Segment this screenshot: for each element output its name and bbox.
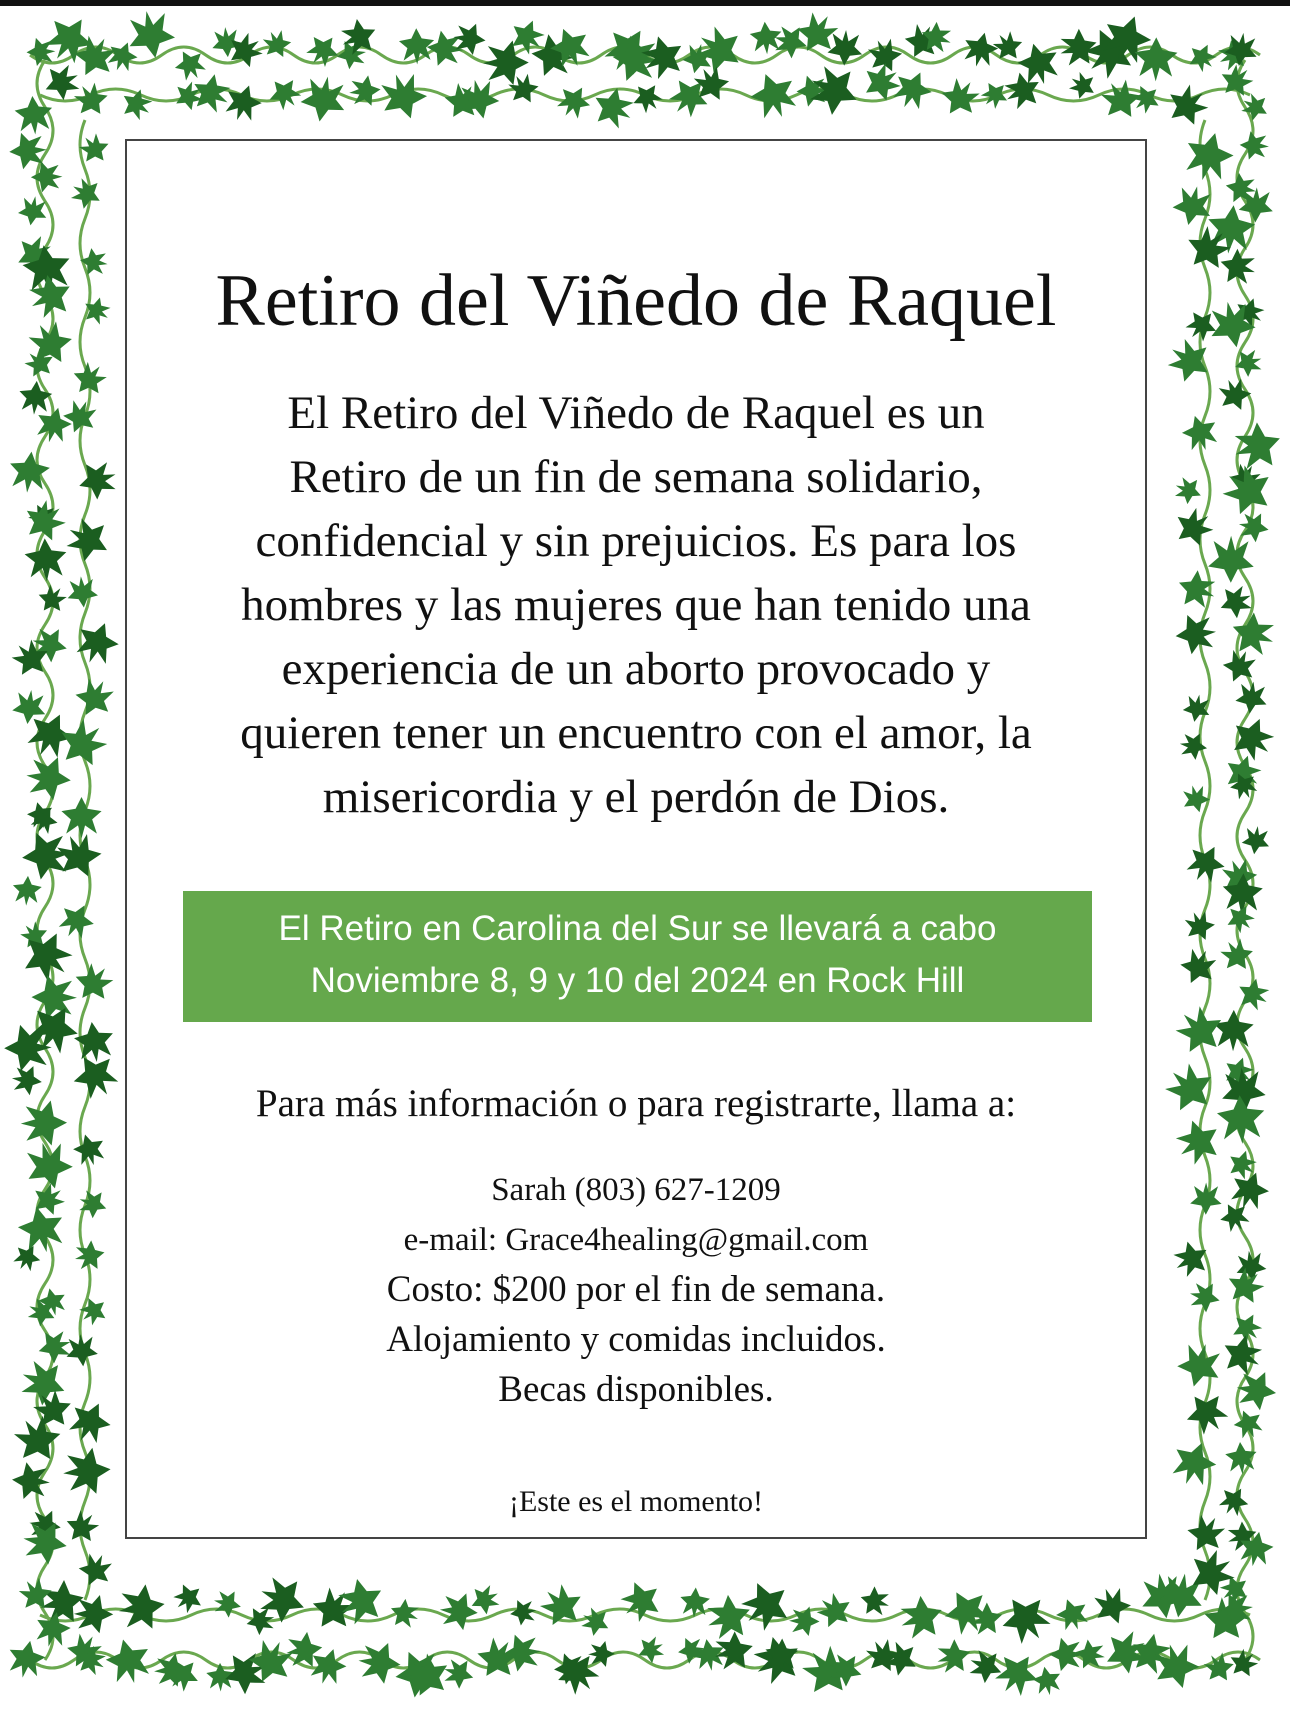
ivy-leaf-icon [70,673,120,724]
ivy-leaf-icon [1187,1279,1223,1315]
ivy-leaf-icon [124,7,178,62]
ivy-leaf-icon [14,1202,68,1257]
contact-block [127,1165,1145,1415]
ivy-leaf-icon [1181,838,1231,888]
ivy-leaf-icon [1173,1338,1226,1392]
ivy-leaf-icon [27,803,62,838]
ivy-leaf-icon [811,1588,858,1635]
description-line: confidencial y sin prejuicios. Es para los [255,515,1017,567]
ivy-leaf-icon [552,80,596,124]
ivy-leaf-icon [977,76,1014,113]
ivy-leaf-icon [1181,304,1223,346]
ivy-leaf-icon [1168,502,1220,554]
ivy-leaf-icon [1215,1329,1268,1381]
contact-email: e-mail: Grace4healing@gmail.com [403,1222,869,1258]
ivy-leaf-icon [170,44,211,85]
ivy-leaf-icon [993,1586,1058,1651]
ivy-leaf-icon [74,1549,117,1592]
ivy-leaf-icon [70,616,124,670]
ivy-leaf-icon [1179,782,1212,816]
ivy-leaf-icon [1223,710,1281,768]
ivy-leaf-icon [1160,78,1215,133]
ivy-leaf-icon [301,28,345,72]
ivy-leaf-icon [12,875,43,906]
ivy-leaf-icon [679,1587,710,1619]
ivy-leaf-icon [1169,1112,1229,1172]
ivy-leaf-icon [1173,612,1218,656]
ivy-leaf-icon [20,830,72,881]
ivy-leaf-icon [933,1636,975,1678]
ivy-leaf-icon [1183,38,1221,76]
ivy-leaf-icon [4,1024,52,1071]
ivy-leaf-icon [66,174,106,214]
ivy-leaf-icon [1218,645,1260,688]
ivy-leaf-icon [74,457,121,504]
info-intro: Para más información o para registrarte, llama a: [255,1082,1017,1125]
ivy-leaf-icon [298,73,350,126]
ivy-leaf-icon [1171,473,1206,507]
ivy-leaf-icon [1065,68,1101,104]
ivy-leaf-icon [1213,1010,1254,1052]
ivy-leaf-icon [533,1578,590,1635]
ivy-leaf-icon [1226,1166,1274,1215]
ivy-leaf-icon [24,754,73,802]
ivy-leaf-icon [31,161,63,192]
ivy-leaf-icon [1230,1405,1267,1442]
ivy-leaf-icon [1234,1369,1279,1413]
ivy-leaf-icon [116,1582,169,1633]
ivy-leaf-icon [386,1595,423,1632]
ivy-leaf-icon [68,957,119,1009]
content-frame [125,139,1147,1539]
ivy-leaf-icon [357,1640,403,1685]
scholarships-text: Becas disponibles. [498,1369,774,1410]
ivy-leaf-icon [1208,536,1254,583]
ivy-leaf-icon [24,537,68,582]
ivy-leaf-icon [1172,566,1220,614]
banner-line-dates: Noviembre 8, 9 y 10 del 2024 en Rock Hill [310,961,965,1000]
ivy-leaf-icon [1216,1094,1266,1145]
ivy-leaf-icon [733,1573,799,1639]
ivy-leaf-icon [935,72,986,123]
ivy-leaf-icon [70,1130,108,1169]
ivy-leaf-icon [60,512,117,568]
ivy-leaf-icon [633,1632,668,1667]
ivy-leaf-icon [1157,1056,1222,1121]
ivy-leaf-icon [1166,1435,1222,1491]
ivy-leaf-icon [1089,1583,1136,1630]
lodging-text: Alojamiento y comidas incluidos. [386,1319,886,1360]
ivy-leaf-icon [375,67,433,125]
ivy-leaf-icon [34,1327,75,1367]
ivy-leaf-icon [627,78,667,118]
ivy-leaf-icon [259,26,296,63]
description-line: Retiro de un fin de semana solidario, [289,451,983,503]
ivy-leaf-icon [1052,1594,1092,1635]
ivy-leaf-icon [11,688,48,726]
ivy-leaf-icon [438,1591,479,1631]
ivy-leaf-icon [15,1354,72,1411]
ivy-leaf-icon [483,40,530,85]
ivy-leaf-icon [1214,1482,1253,1521]
ivy-leaf-icon [5,1637,48,1681]
ivy-leaf-icon [10,1064,44,1097]
banner-line-location: El Retiro en Carolina del Sur se llevará a cabo [278,909,997,948]
description [157,381,1115,829]
cost-text: Costo: $200 por el fin de semana. [386,1269,886,1310]
ivy-leaf-icon [1240,824,1271,856]
ivy-leaf-icon [61,797,101,838]
ivy-leaf-icon [9,1240,45,1276]
ivy-leaf-icon [988,1645,1045,1702]
description-line: El Retiro del Viñedo de Raquel es un [287,387,985,439]
description-line: hombres y las mujeres que han tenido una [241,579,1031,631]
description-line: misericordia y el perdón de Dios. [322,771,950,823]
page-title: Retiro del Viñedo de Raquel [215,260,1057,342]
closing-text: ¡Este es el momento! [508,1485,764,1518]
ivy-leaf-icon [348,74,383,108]
ivy-leaf-icon [18,380,54,416]
ivy-leaf-icon [63,1395,117,1450]
ivy-leaf-icon [66,575,99,609]
ivy-leaf-icon [53,898,99,944]
ivy-leaf-icon [220,80,266,126]
ivy-leaf-icon [7,449,51,494]
contact-phone: Sarah (803) 627-1209 [491,1172,781,1208]
description-line: quieren tener un encuentro con el amor, la [240,707,1032,759]
ivy-leaf-icon [74,1595,114,1634]
ivy-leaf-icon [1175,943,1221,990]
ivy-leaf-icon [1190,1182,1222,1215]
ivy-leaf-icon [857,1583,893,1619]
ivy-leaf-icon [1031,1664,1064,1698]
ivy-leaf-icon [102,1634,155,1688]
event-date-banner [183,891,1092,1022]
ivy-leaf-icon [588,1641,615,1667]
description-line: experiencia de un aborto provocado y [281,643,991,695]
ivy-leaf-icon [1216,1198,1254,1237]
ivy-leaf-icon [894,1591,949,1645]
ivy-leaf-icon [11,1461,52,1501]
ivy-leaf-icon [263,72,306,116]
